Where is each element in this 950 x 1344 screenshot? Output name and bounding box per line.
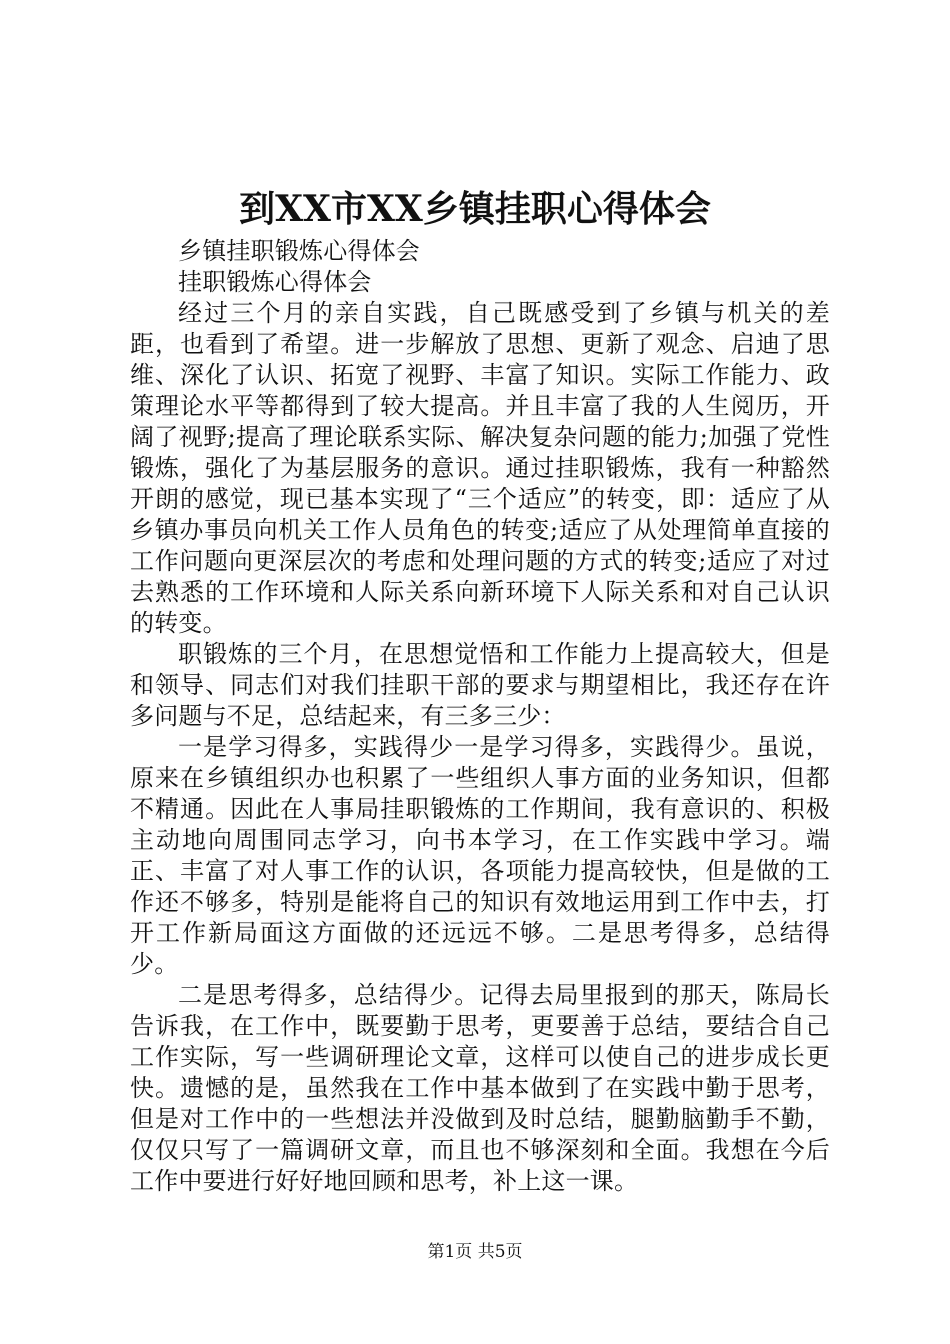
paragraph: 一是学习得多，实践得少一是学习得多，实践得少。虽说，原来在乡镇组织办也积累了一些组织人事方面的业务知识，但都不精通。因此在人事局挂职锻炼的工作期间，我有意识的、积极主动地向周围同志学习，向书本学习，在工作实践中学习。端正、丰富了对人事工作的认识，各项能力提高较快，但是做的工作还不够多，特别是能将自己的知识有效地运用到工作中去，打开工作新局面这方面做的还远远不够。二是思考得多，总结得少。 bbox=[130, 733, 830, 978]
paragraph: 职锻炼的三个月，在思想觉悟和工作能力上提高较大，但是和领导、同志们对我们挂职干部的要求与期望相比，我还存在许多问题与不足，总结起来，有三多三少： bbox=[130, 640, 830, 730]
paragraph: 乡镇挂职锻炼心得体会 bbox=[178, 237, 420, 265]
document-body bbox=[130, 236, 830, 1197]
document-title: 到XX市XX乡镇挂职心得体会 bbox=[239, 188, 711, 230]
paragraph: 挂职锻炼心得体会 bbox=[178, 268, 372, 296]
paragraph: 经过三个月的亲自实践，自己既感受到了乡镇与机关的差距，也看到了希望。进一步解放了思想、更新了观念、启迪了思维、深化了认识、拓宽了视野、丰富了知识。实际工作能力、政策理论水平等都得到了较大提高。并且丰富了我的人生阅历，开阔了视野;提高了理论联系实际、解决复杂问题的能力;加强了党性锻炼，强化了为基层服务的意识。通过挂职锻炼，我有一种豁然开朗的感觉，现已基本实现了“三个适应”的转变，即：适应了从乡镇办事员向机关工作人员角色的转变;适应了从处理简单直接的工作问题向更深层次的考虑和处理问题的方式的转变;适应了对过去熟悉的工作环境和人际关系向新环境下人际关系和对自己认识的转变。 bbox=[130, 299, 830, 637]
paragraph: 二是思考得多，总结得少。记得去局里报到的那天，陈局长告诉我，在工作中，既要勤于思考，更要善于总结，要结合自己工作实际，写一些调研理论文章，这样可以使自己的进步成长更快。遗憾的是，虽然我在工作中基本做到了在实践中勤于思考，但是对工作中的一些想法并没做到及时总结，腿勤脑勤手不勤，仅仅只写了一篇调研文章，而且也不够深刻和全面。我想在今后工作中要进行好好地回顾和思考，补上这一课。 bbox=[130, 981, 830, 1195]
page-number-footer: 第1页 共5页 bbox=[427, 1242, 523, 1262]
